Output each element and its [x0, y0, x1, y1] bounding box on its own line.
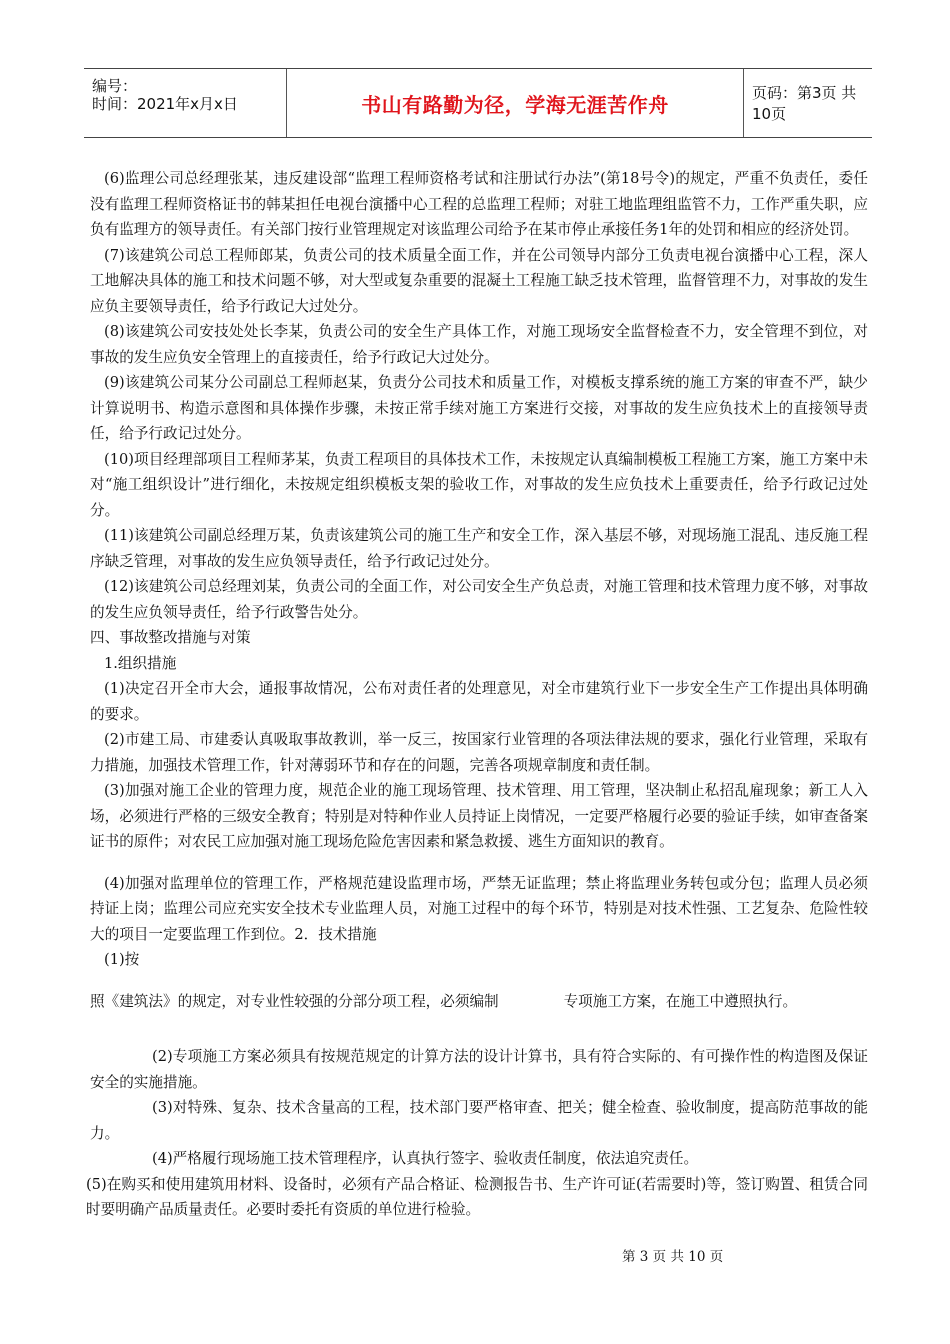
header-motto-cell: [286, 69, 744, 137]
paragraph: 照《建筑法》的规定，对专业性较强的分部分项工程，必须编制 专项施工方案，在施工中遵照执行。: [90, 992, 798, 1010]
paragraph: (3)对特殊、复杂、技术含量高的工程，技术部门要严格审查、把关；健全检查、验收制度，提高防范事故的能力。: [90, 1099, 868, 1142]
paragraph: (2)市建工局、市建委认真吸取事故教训，举一反三，按国家行业管理的各项法律法规的要求，强化行业管理，采取有力措施，加强技术管理工作，针对薄弱环节和存在的问题，完善各项规章制度和责任制。: [90, 731, 868, 774]
page-number-label: 页码：第3页 共10页: [752, 84, 857, 123]
paragraph: (2)专项施工方案必须具有按规范规定的计算方法的设计计算书，具有符合实际的、有可操作性的构造图及保证安全的实施措施。: [90, 1048, 868, 1091]
time-label: 时间：2021年x月x日: [92, 95, 238, 113]
paragraph: (4)加强对监理单位的管理工作，严格规范建设监理市场，严禁无证监理；禁止将监理业务转包或分包；监理人员必须持证上岗；监理公司应充实安全技术专业监理人员，对施工过程中的每个环节，特别是对技术性强、工艺复杂、危险性较大的项目一定要监理工作到位。2．技术措施: [90, 874, 868, 943]
paragraph: (11)该建筑公司副总经理万某，负责该建筑公司的施工生产和安全工作，深入基层不够，对现场施工混乱、违反施工程序缺乏管理，对事故的发生应负领导责任，给予行政记过处分。: [90, 527, 868, 570]
paragraph: (4)严格履行现场施工技术管理程序，认真执行签字、验收责任制度，依法追究责任。: [152, 1150, 699, 1167]
paragraph: (9)该建筑公司某分公司副总工程师赵某，负责分公司技术和质量工作，对模板支撑系统的施工方案的审查不严，缺少计算说明书、构造示意图和具体操作步骤，未按正常手续对施工方案进行交接，对事故的发生应负技术上的直接领导责任，给予行政记过处分。: [90, 374, 868, 442]
paragraph: (7)该建筑公司总工程师郎某，负责公司的技术质量全面工作，并在公司领导内部分工负责电视台演播中心工程，深人工地解决具体的施工和技术问题不够，对大型或复杂重要的混凝土工程施工缺乏技术管理，监督管理不力，对事故的发生应负主要领导责任，给予行政记大过处分。: [90, 246, 868, 315]
paragraph: (3)加强对施工企业的管理力度，规范企业的施工现场管理、技术管理、用工管理，坚决制止私招乱雇现象；新工人入场，必须进行严格的三级安全教育；特别是对特种作业人员持证上岗情况，一定要严格履行必要的验证手续，如审查备案证书的原件；对农民工应加强对施工现场危险危害因素和紧急救援、逃生方面知识的教育。: [90, 782, 868, 850]
paragraph: (6)监理公司总经理张某，违反建设部“监理工程师资格考试和注册试行办法”(第18号令)的规定，严重不负责任，委任没有监理工程师资格证书的韩某担任电视台演播中心工程的总监理工程师；对驻工地监理组监管不力，工作严重失职，应负有监理方的领导责任。有关部门按行业管理规定对该监理公司给予在某市停止承接任务1年的处罚和相应的经济处罚。: [90, 170, 868, 238]
serial-label: 编号：: [92, 77, 138, 95]
subsection-heading: 1.组织措施: [104, 654, 177, 672]
paragraph: (12)该建筑公司总经理刘某，负责公司的全面工作，对公司安全生产负总责，对施工管理和技术管理力度不够，对事故的发生应负领导责任，给予行政警告处分。: [90, 578, 868, 621]
page-footer: 第 3 页 共 10 页: [622, 1249, 724, 1265]
paragraph: (1)决定召开全市大会，通报事故情况，公布对责任者的处理意见，对全市建筑行业下一步安全生产工作提出具体明确的要求。: [90, 680, 868, 723]
paragraph: (5)在购买和使用建筑用材料、设备时，必须有产品合格证、检测报告书、生产许可证(若需要时)等，签订购置、租赁合同时要明确产品质量责任。必要时委托有资质的单位进行检验。: [86, 1175, 868, 1218]
header-info-cell: [84, 69, 286, 137]
motto-text: 书山有路勤为径，学海无涯苦作舟: [361, 92, 669, 117]
paragraph: (10)项目经理部项目工程师茅某，负责工程项目的具体技术工作，未按规定认真编制模板工程施工方案，施工方案中未对“施工组织设计”进行细化，未按规定组织模板支架的验收工作，对事故的发生应负技术上重要责任，给予行政记过处分。: [90, 450, 868, 519]
page-header: [84, 68, 872, 138]
paragraph: (8)该建筑公司安技处处长李某，负责公司的安全生产具体工作，对施工现场安全监督检查不力，安全管理不到位，对事故的发生应负安全管理上的直接责任，给予行政记大过处分。: [90, 323, 868, 366]
document-body: [86, 166, 868, 1223]
section-heading: 四、事故整改措施与对策: [90, 629, 251, 646]
paragraph: (1)按: [104, 951, 140, 968]
